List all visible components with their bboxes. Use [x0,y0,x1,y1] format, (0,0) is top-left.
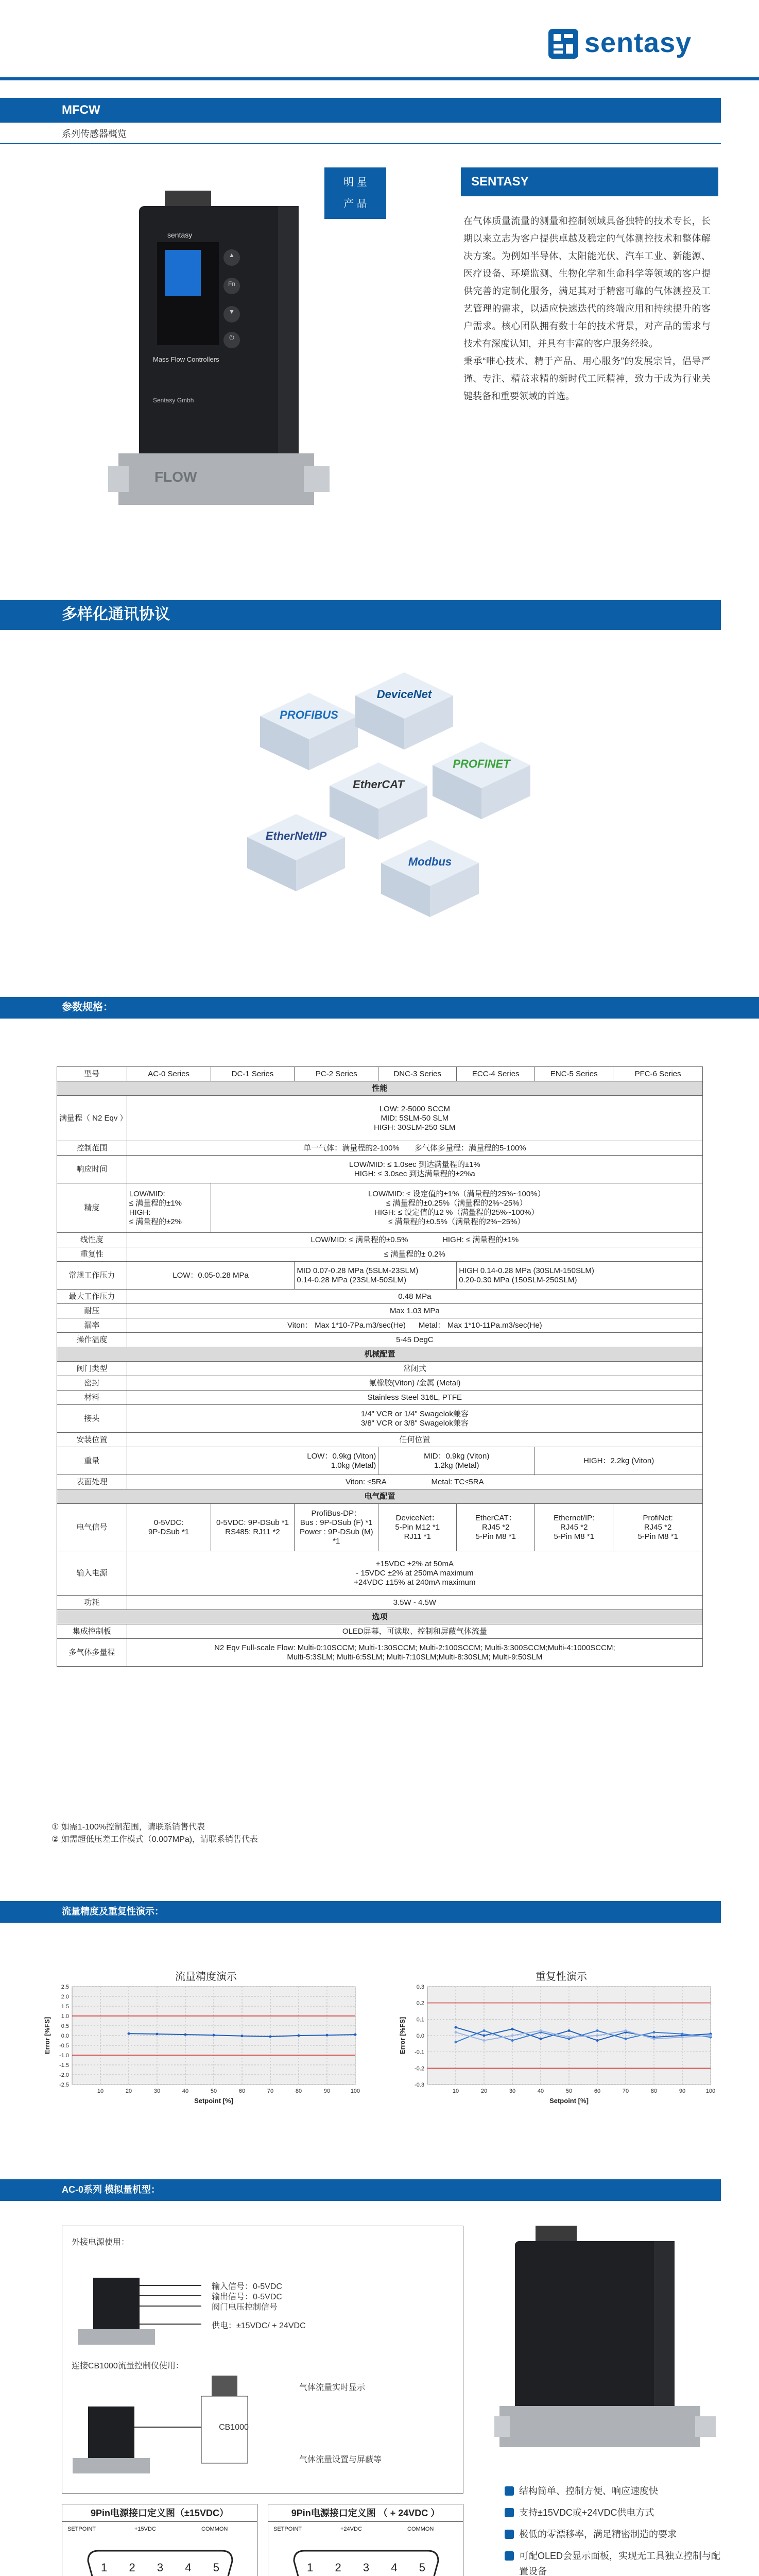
mount-label: 安装位置 [57,1433,127,1447]
bullet-icon [505,2486,514,2496]
y-tick-label: -0.3 [415,2082,424,2088]
intro-heading: SENTASY [461,167,718,196]
intro-text [463,212,711,405]
x-tick-label: 70 [267,2088,274,2094]
sig-dc1-2: RS485: RJ11 *2 [225,1527,280,1536]
y-tick-label: -0.5 [59,2043,69,2049]
data-point [710,2035,712,2037]
profibus-cube [260,693,358,770]
cb-title: 连接CB1000流量控制仪使用： [72,2362,184,2370]
data-point [625,2029,627,2032]
data-point [568,2029,571,2032]
press-mid-1: MID 0.07-0.28 MPa (5SLM-23SLM) [297,1266,419,1275]
y-tick-label: 0.0 [416,2033,424,2039]
ctrl-value: 单一气体：满量程的2-100% 多气体多量程：满量程的5-100% [127,1141,702,1156]
sig-pc2-1: ProfiBus-DP： [311,1509,362,1518]
repeatability-chart-svg [396,1981,726,2112]
badge-line2: 产 品 [343,198,367,210]
intro-paragraph-1: 在气体质量流量的测量和控制领域具备独特的技术专长，长期以来立志为客户提供卓越及稳定的气体测控技术和整体解决方案。为例如半导体、太阳能光伏、汽车工业、新能源、医疗设备、环境监测、生物化学和生命科学等领域的客户提供完善的定制化服务，满足其对于精密可靠的气体测控及工艺管理的需求，以适应快速迭代的终端应用和持续提升的客户需求。核心团队拥有数十年的技术背景，对产品的需求与技术有深度认知，并具有丰富的客户服务经验。 [463,216,711,349]
data-point [455,2041,457,2043]
sig-ac0-2: 9P-DSub *1 [148,1527,189,1536]
wt-low-2: 1.0kg (Metal) [331,1461,376,1470]
pin15-top-row [101,2561,219,2574]
y-tick-label: -2.5 [59,2082,69,2088]
accuracy-chart-svg [41,1981,371,2112]
feature-1 [505,2483,721,2499]
protocol-profinet: PROFINET [453,757,510,770]
ac0-rule [0,2200,721,2201]
spec-table [57,1066,703,1667]
protocol-modbus: Modbus [408,855,452,868]
ext-power-title: 外接电源使用： [72,2238,130,2247]
data-point [540,2029,542,2032]
sig-pfc6-2: RJ45 *2 [644,1522,672,1532]
pin24-2: 2 [335,2561,341,2574]
x-tick-label: 80 [650,2088,658,2094]
model-ac0: AC-0 Series [127,1067,211,1081]
press-high-1: HIGH 0.14-0.28 MPa (30SLM-150SLM) [459,1266,594,1275]
x-axis-label: Setpoint [%] [194,2097,233,2105]
pwr-2: - 15VDC ±2% at 250mA maximum [356,1568,474,1578]
pin24-4: 4 [391,2561,398,2574]
devicenet-cube [355,672,453,750]
device-maker: Sentasy Gmbh [153,397,194,404]
x-tick-label: 90 [323,2088,331,2094]
disp-value: OLED屏幕，可读取、控制和屏蔽气体流量 [127,1624,702,1639]
pin15-4: 4 [185,2561,192,2574]
protocol-devicenet: DeviceNet [376,688,432,701]
ac0-wiring-panel [62,2226,463,2494]
y-tick-label: 2.5 [61,1984,69,1990]
mat-label: 材料 [57,1391,127,1405]
x-tick-label: 10 [452,2088,459,2094]
data-point [540,2038,542,2040]
y-tick-label: -2.0 [59,2072,69,2078]
model-enc5: ENC-5 Series [535,1067,613,1081]
mount-value: 任何位置 [127,1433,702,1447]
sig-enc5-1: Ethernet/IP: [554,1513,595,1522]
params-section-header: 参数规格： [0,997,759,1018]
proof-value: Max 1.03 MPa [127,1304,702,1318]
data-point [455,2026,457,2029]
elec-header: 电气配置 [57,1489,703,1504]
press-high-2: 0.20-0.30 MPa (150SLM-250SLM) [459,1275,577,1284]
sig-enc5-2: RJ45 *2 [560,1522,588,1532]
multi-label: 多气体多量程 [57,1639,127,1667]
protocol-profibus: PROFIBUS [280,708,338,721]
feature-2 [505,2505,721,2520]
sig-label: 电气信号 [57,1504,127,1551]
y-tick-label: -0.2 [415,2065,424,2072]
device-down-button: ▼ [229,308,235,315]
ac0-section-header: AC-0系列 模拟量机型： [0,2179,721,2200]
x-tick-label: 70 [622,2088,629,2094]
protocol-ethercat: EtherCAT [353,778,404,791]
cons-label: 功耗 [57,1596,127,1610]
badge-line1: 明 星 [343,177,367,188]
data-point [681,2036,684,2039]
data-point [326,2034,329,2037]
data-point [483,2035,486,2037]
data-point [213,2034,215,2037]
resp-high: HIGH: ≤ 3.0sec 到达满量程的±2%a [354,1169,475,1178]
data-point [511,2039,514,2042]
fit-2: 3/8" VCR or 3/8" Swagelok兼容 [360,1418,469,1428]
acc-left-1: LOW/MID: [129,1189,165,1198]
bullet-icon [505,2530,514,2539]
data-point [596,2039,599,2042]
pin24-label-3: COMMON [407,2526,434,2532]
press-low: LOW：0.05-0.28 MPa [127,1262,295,1290]
y-tick-label: 0.2 [416,2000,424,2007]
brand-logo [548,26,723,62]
feature-list [505,2483,721,2576]
device-brand: sentasy [167,231,193,239]
mat-value: Stainless Steel 316L, PTFE [127,1391,702,1405]
multi-2: Multi-5:3SLM; Multi-6:5SLM; Multi-7:10SLM;Multi-8:30SLM; Multi-9:50SLM [287,1652,543,1662]
acc-right-4: ≤ 满量程的±0.5%（满量程的2%~25%） [388,1217,525,1226]
y-tick-label: 1.5 [61,2004,69,2010]
device-label: Mass Flow Controllers [153,355,219,363]
maxp-value: 0.48 MPa [127,1290,702,1304]
bullet-icon [505,2551,514,2561]
profinet-cube [433,742,530,819]
mfc-device-image [108,185,335,546]
y-tick-label: -0.1 [415,2049,424,2056]
sig-ac0-1: 0-5VDC: [153,1518,184,1527]
pwr-3: +24VDC ±15% at 240mA maximum [354,1578,476,1587]
sig-enc5-3: 5-Pin M8 *1 [554,1532,594,1541]
temp-value: 5-45 DegC [127,1333,702,1347]
wt-high: HIGH：2.2kg (Viton) [535,1447,703,1475]
wt-mid-1: MID：0.9kg (Viton) [424,1451,490,1461]
pin15-label-2: +15VDC [134,2526,156,2532]
pin24-5: 5 [419,2561,425,2574]
data-point [653,2038,656,2040]
data-point [455,2031,457,2033]
temp-label: 操作温度 [57,1333,127,1347]
model-ecc4: ECC-4 Series [457,1067,535,1081]
ac0-device-image [494,2221,721,2468]
range-label: 满量程（ N2 Eqv ） [57,1096,127,1141]
fit-label: 接头 [57,1405,127,1433]
model-dc1: DC-1 Series [211,1067,295,1081]
device-power-button: ⏻ [229,334,234,341]
repeatability-chart-title: 重复性演示 [536,1971,587,1982]
acc-right-1: LOW/MID: ≤ 设定值的±1%（满量程的25%~100%） [368,1189,545,1198]
mech-header: 机械配置 [57,1347,703,1362]
sig-pfc6-3: 5-Pin M8 *1 [637,1532,678,1541]
feature-4 [505,2548,721,2576]
perf-header: 性能 [57,1081,703,1096]
disp-label: 集成控制板 [57,1624,127,1639]
x-tick-label: 30 [509,2088,516,2094]
device-fn-button: Fn [228,280,235,287]
rep-label: 重复性 [57,1247,127,1262]
rep-value: ≤ 满量程的± 0.2% [127,1247,702,1262]
y-tick-label: -1.0 [59,2053,69,2059]
data-point [483,2039,486,2042]
curves-section-header: 流量精度及重复性演示： [0,1901,721,1922]
cb-box-label: CB1000 [219,2423,249,2432]
x-tick-label: 80 [295,2088,302,2094]
valve-value: 常闭式 [127,1362,702,1376]
pin15-label-3: COMMON [201,2526,228,2532]
x-axis-label: Setpoint [%] [549,2097,589,2105]
data-point [156,2032,159,2035]
pin15-2: 2 [129,2561,135,2574]
feature-3-text: 极低的零漂移率，满足精密制造的要求 [519,2529,677,2539]
data-point [128,2032,130,2035]
model-pfc6: PFC-6 Series [613,1067,703,1081]
pin24-1: 1 [307,2561,314,2574]
pin24-title: 9Pin电源接口定义图 （ + 24VDC ） [268,2504,463,2522]
pwr-1: +15VDC ±2% at 50mA [375,1559,454,1568]
acc-right-2: ≤ 满量程的±0.25%（满量程的2%~25%） [386,1198,527,1208]
data-point [596,2029,599,2032]
row-models [57,1067,703,1081]
wt-low-1: LOW：0.9kg (Viton) [307,1451,376,1461]
ctrl-label: 控制范围 [57,1141,127,1156]
y-tick-label: -1.5 [59,2062,69,2069]
model-pc2: PC-2 Series [295,1067,378,1081]
press-mid-2: 0.14-0.28 MPa (23SLM-50SLM) [297,1275,406,1284]
data-point [681,2032,684,2035]
plot-area [427,1987,711,2084]
cb-item-2: 气体流量设置与屏蔽等 [299,2455,382,2464]
pin15-panel [62,2504,257,2576]
comm-section-header: 多样化通讯协议 [0,600,721,629]
series-subtitle: 系列传感器概览 [62,129,127,139]
ext-item-2: 输出信号：0-5VDC [212,2293,282,2301]
data-point [511,2028,514,2030]
x-tick-label: 40 [182,2088,189,2094]
valve-label: 阀门类型 [57,1362,127,1376]
x-tick-label: 100 [705,2088,716,2094]
y-tick-label: 0.3 [416,1984,424,1990]
pin15-1: 1 [101,2561,108,2574]
cb-item-1: 气体流量实时显示 [299,2383,366,2392]
acc-left-4: ≤ 满量程的±2% [129,1217,182,1226]
intro-paragraph-2: 秉承“唯心技术、精于产品、用心服务”的发展宗旨，倡导严谨、专注、精益求精的新时代工匠精神，致力于成为行业关键装备和重要领域的首选。 [463,356,711,401]
y-axis-label: Error [%FS] [399,2016,406,2055]
sig-dc1-1: 0-5VDC: 9P-DSub *1 [216,1518,289,1527]
feature-4-text: 可配OLED会显示面板，实现无工具独立控制与配置设备 [519,2551,721,2576]
data-point [354,2033,357,2036]
ethernetip-cube [247,814,345,891]
acc-left-2: ≤ 满量程的±1% [129,1198,182,1208]
sig-ecc4-3: 5-Pin M8 *1 [475,1532,516,1541]
pin15-label-1: SETPOINT [67,2526,96,2532]
acc-right-3: HIGH: ≤ 设定值的±2 %（满量程的25%~100%） [374,1208,539,1217]
cons-value: 3.5W - 4.5W [127,1596,702,1610]
sig-ecc4-1: EtherCAT： [475,1513,516,1522]
maxp-label: 最大工作压力 [57,1290,127,1304]
x-tick-label: 60 [238,2088,246,2094]
pin24-top-row [307,2561,425,2574]
curves-rule [0,1922,721,1923]
note-2: ② 如需超低压差工作模式（0.007MPa)，请联系销售代表 [51,1835,258,1844]
y-axis-label: Error [%FS] [43,2016,51,2055]
y-tick-label: 0.0 [61,2033,69,2039]
multi-1: N2 Eqv Full-scale Flow: Multi-0:10SCCM; Multi-1:30SCCM; Multi-2:100SCCM; Multi-3:300SCCM;Multi-4:1000SCCM; [214,1643,615,1652]
feature-1-text: 结构简单、控制方便、响应速度快 [519,2486,658,2496]
data-point [241,2035,244,2037]
sig-dnc3-3: RJ11 *1 [404,1532,431,1541]
seal-label: 密封 [57,1376,127,1391]
ext-item-4: 供电：±15VDC/ + 24VDC [212,2321,306,2330]
sig-pc2-2: Bus : 9P-DSub (F) *1 [300,1518,373,1527]
pin15-title: 9Pin电源接口定义图（±15VDC） [62,2504,257,2522]
pin15-5: 5 [213,2561,219,2574]
model-banner: MFCW [0,98,721,123]
footnotes [51,1821,258,1846]
pin24-panel [268,2504,463,2576]
params-rule [0,1018,759,1019]
x-tick-label: 20 [125,2088,132,2094]
x-tick-label: 50 [565,2088,573,2094]
data-point [184,2033,187,2036]
series-rule [0,143,721,144]
note-1: ① 如需1-100%控制范围，请联系销售代表 [51,1823,205,1832]
x-tick-label: 50 [210,2088,217,2094]
sig-dnc3-2: 5-Pin M12 *1 [395,1522,440,1532]
wt-label: 重量 [57,1447,127,1475]
bullet-icon [505,2508,514,2517]
accuracy-chart-title: 流量精度演示 [175,1971,237,1982]
models-label: 型号 [57,1067,127,1081]
y-tick-label: 2.0 [61,1994,69,2000]
surf-label: 表面处理 [57,1475,127,1489]
data-point [625,2038,627,2040]
x-tick-label: 60 [594,2088,601,2094]
ext-power-diagram [73,2257,206,2350]
x-tick-label: 10 [97,2088,104,2094]
range-low: LOW: 2-5000 SCCM [379,1104,450,1113]
star-product-badge [324,167,386,219]
data-point [511,2035,514,2037]
pin24-3: 3 [363,2561,370,2574]
protocol-ethernetip: EtherNet/IP [265,829,327,842]
feature-3 [505,2527,721,2542]
lin-value: LOW/MID: ≤ 满量程的±0.5% HIGH: ≤ 满量程的±1% [127,1233,702,1247]
feature-2-text: 支持±15VDC或+24VDC供电方式 [519,2507,654,2518]
comm-rule [0,629,721,630]
sig-dnc3-1: DeviceNet： [395,1513,439,1522]
sig-pc2-3: Power : 9P-DSub (M) *1 [300,1527,373,1546]
pin24-label-2: +24VDC [340,2526,362,2532]
leak-label: 漏率 [57,1318,127,1333]
data-point [568,2036,571,2039]
acc-label: 精度 [57,1183,127,1233]
lin-label: 线性度 [57,1233,127,1247]
device-flow-label: FLOW [154,469,197,485]
data-point [596,2035,599,2037]
x-tick-label: 20 [480,2088,488,2094]
fit-1: 1/4" VCR or 1/4" Swagelok兼容 [360,1409,469,1418]
proof-label: 耐压 [57,1304,127,1318]
modbus-cube [381,840,479,917]
ext-item-1: 输入信号：0-5VDC [212,2282,282,2291]
range-high: HIGH: 30SLM-250 SLM [374,1123,456,1132]
resp-low: LOW/MID: ≤ 1.0sec 到达满量程的±1% [349,1160,480,1169]
header-rule [0,77,759,80]
y-tick-label: 0.5 [61,2023,69,2029]
pin15-3: 3 [157,2561,164,2574]
x-tick-label: 100 [350,2088,360,2094]
sig-pfc6-1: ProfiNet: [643,1513,673,1522]
wt-mid-2: 1.2kg (Metal) [434,1461,479,1470]
acc-left-3: HIGH: [129,1208,151,1217]
data-point [653,2031,656,2033]
accuracy-chart [41,1968,371,2112]
leak-value: Viton： Max 1*10-7Pa.m3/sec(He) Metal： Max 1*10-11Pa.m3/sec(He) [127,1318,702,1333]
logo-mark-icon [548,29,578,59]
opt-header: 选项 [57,1610,703,1624]
pwr-label: 输入电源 [57,1551,127,1596]
device-up-button: ▲ [229,251,235,259]
data-point [298,2035,300,2037]
resp-label: 响应时间 [57,1156,127,1183]
x-tick-label: 90 [679,2088,686,2094]
x-tick-label: 30 [153,2088,161,2094]
y-tick-label: 0.1 [416,2016,424,2023]
x-tick-label: 40 [537,2088,544,2094]
seal-value: 氟橡胶(Viton) /金属 (Metal) [127,1376,702,1391]
data-point [269,2035,272,2038]
brand-name: sentasy [584,27,692,58]
pin24-label-1: SETPOINT [273,2526,302,2532]
range-mid: MID: 5SLM-50 SLM [381,1113,449,1123]
protocol-hub [185,665,577,953]
sig-ecc4-2: RJ45 *2 [482,1522,510,1532]
model-dnc3: DNC-3 Series [378,1067,457,1081]
press-label: 常规工作压力 [57,1262,127,1290]
surf-value: Viton: ≤5RA Metal: TC≤5RA [127,1475,702,1489]
y-tick-label: 1.0 [61,2013,69,2020]
data-point [483,2029,486,2032]
cb-diagram [73,2376,289,2489]
repeatability-chart [396,1968,726,2112]
ext-item-3: 阀门电压控制信号 [212,2303,278,2312]
